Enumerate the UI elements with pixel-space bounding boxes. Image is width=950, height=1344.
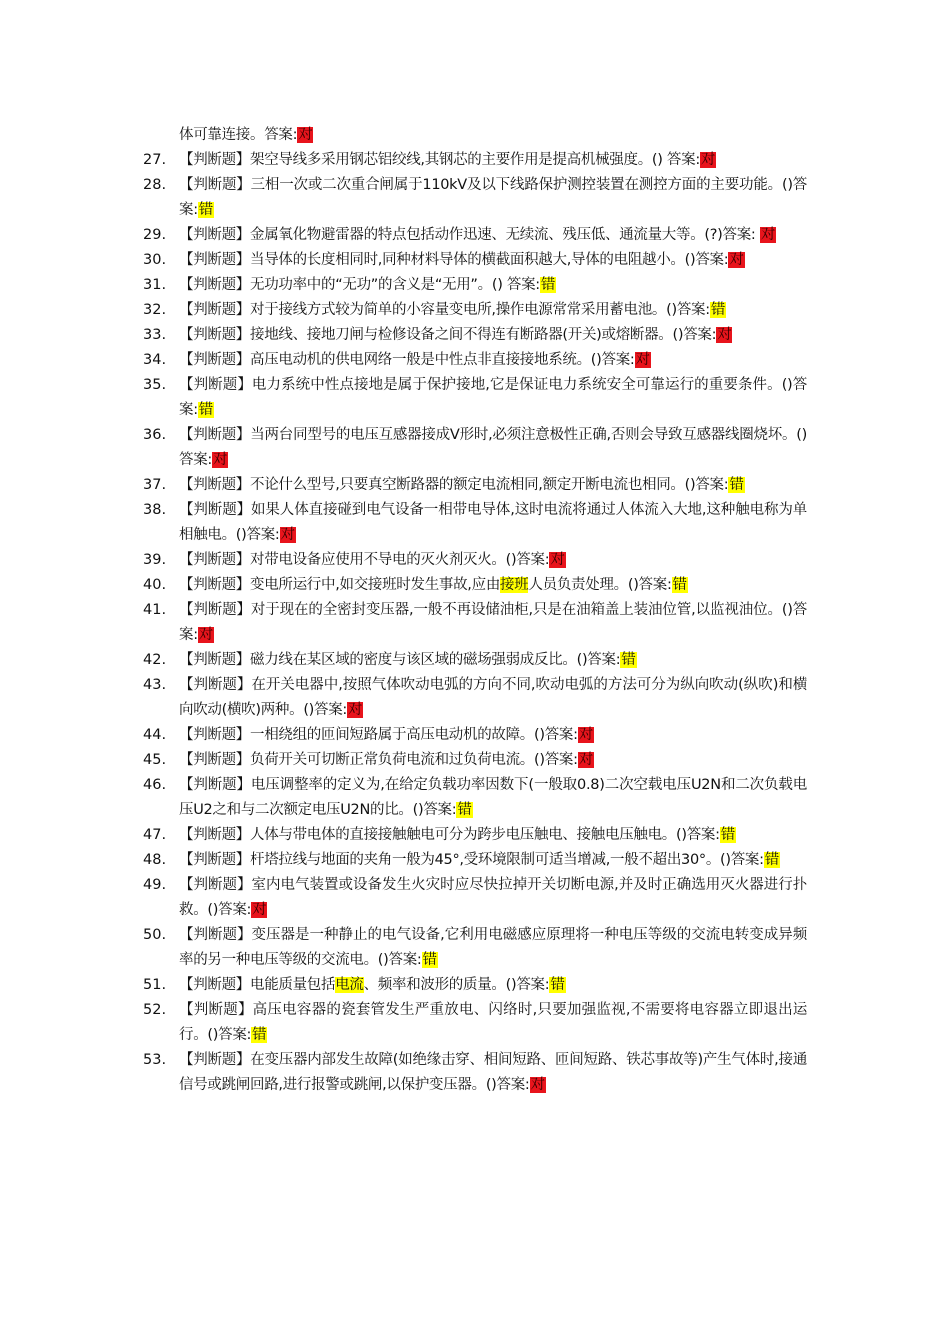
question-number: 33. [143,327,167,343]
question-text-segment: 【判断题】对于接线方式较为简单的小容量变电所,操作电源常常采用蓄电池。()答案: [179,302,710,318]
answer-badge: 错 [720,827,735,843]
question-item [0,173,950,223]
question-number: 53. [143,1052,167,1068]
question-item [0,248,950,273]
question-item [0,423,950,473]
question-text [179,173,807,223]
question-text-segment: 、频率和波形的质量。()答案: [363,977,550,993]
question-text [179,598,807,648]
question-number: 37. [143,477,167,493]
question-number: 46. [143,777,167,793]
question-text [179,548,807,573]
answer-badge: 对 [760,227,776,243]
answer-badge: 对 [550,552,565,568]
question-text-segment: 【判断题】变电所运行中,如交接班时发生事故,应由 [179,577,501,593]
question-text-segment: 【判断题】高压电容器的瓷套管发生严重放电、闪络时,只要加强监视,不需要将电容器立即退出运行。()答案: [179,1002,807,1043]
answer-badge: 错 [764,852,779,868]
question-list [0,123,950,1098]
question-number: 49. [143,877,167,893]
highlighted-text: 接班 [500,577,529,593]
answer-badge: 对 [348,702,363,718]
question-item [0,923,950,973]
question-number: 28. [143,177,167,193]
question-item [0,123,950,148]
question-text [179,123,807,148]
question-item [0,473,950,498]
question-text-segment: 【判断题】电力系统中性点接地是属于保护接地,它是保证电力系统安全可靠运行的重要条件。()答案: [179,377,807,418]
question-number: 27. [143,152,167,168]
question-text-segment: 【判断题】如果人体直接碰到电气设备一相带电导体,这时电流将通过人体流入大地,这种触电称为单相触电。()答案: [179,502,807,543]
question-number: 38. [143,502,167,518]
question-number: 36. [143,427,167,443]
answer-badge: 错 [422,952,437,968]
question-text [179,248,807,273]
question-number: 50. [143,927,167,943]
answer-badge: 对 [700,152,716,168]
question-text-segment: 【判断题】金属氧化物避雷器的特点包括动作迅速、无续流、残压低、通流量大等。(?)答案: [179,227,760,243]
question-number: 32. [143,302,167,318]
answer-badge: 错 [198,202,213,218]
question-item [0,323,950,348]
question-text [179,648,807,673]
question-number: 42. [143,652,167,668]
question-text-segment: 【判断题】三相一次或二次重合闸属于110kV及以下线路保护测控装置在测控方面的主要功能。()答案: [179,177,807,218]
answer-badge: 错 [672,577,687,593]
question-text-segment: 【判断题】对带电设备应使用不导电的灭火剂灭火。()答案: [179,552,550,568]
question-number: 47. [143,827,167,843]
answer-badge: 错 [252,1027,267,1043]
question-number: 48. [143,852,167,868]
question-item [0,973,950,998]
question-text-segment: 【判断题】在开关电器中,按照气体吹动电弧的方向不同,吹动电弧的方法可分为纵向吹动(纵吹)和横向吹动(横吹)两种。()答案: [179,677,807,718]
question-item [0,998,950,1048]
question-number: 45. [143,752,167,768]
question-number: 30. [143,252,167,268]
question-item [0,598,950,648]
question-text [179,923,807,973]
question-item [0,548,950,573]
highlighted-text: 电流 [335,977,364,993]
question-number: 52. [143,1002,167,1018]
answer-badge: 错 [729,477,744,493]
question-text-segment: 【判断题】无功功率中的“无功”的含义是“无用”。() 答案: [179,277,540,293]
question-text [179,773,807,823]
question-item [0,298,950,323]
question-text [179,873,807,923]
answer-badge: 对 [717,327,732,343]
answer-badge: 错 [621,652,636,668]
answer-badge: 对 [635,352,650,368]
question-item [0,748,950,773]
answer-badge: 对 [252,902,267,918]
question-number: 39. [143,552,167,568]
question-text [179,373,807,423]
question-text-segment: 【判断题】人体与带电体的直接接触触电可分为跨步电压触电、接触电压触电。()答案: [179,827,720,843]
answer-badge: 错 [710,302,726,318]
question-text [179,723,807,748]
question-item [0,223,950,248]
question-text [179,348,807,373]
question-item [0,348,950,373]
question-text-segment: 【判断题】磁力线在某区域的密度与该区域的磁场强弱成反比。()答案: [179,652,621,668]
answer-badge: 对 [578,752,593,768]
question-item [0,373,950,423]
question-number: 41. [143,602,167,618]
question-text [179,998,807,1048]
question-item [0,273,950,298]
question-item [0,823,950,848]
answer-badge: 对 [578,727,593,743]
question-text [179,673,807,723]
question-text [179,298,807,323]
answer-badge: 对 [213,452,228,468]
question-number: 31. [143,277,167,293]
question-number: 35. [143,377,167,393]
question-item [0,148,950,173]
question-text [179,273,807,298]
question-text-segment: 【判断题】变压器是一种静止的电气设备,它利用电磁感应原理将一种电压等级的交流电转变成异频率的另一种电压等级的交流电。()答案: [179,927,807,968]
answer-badge: 对 [530,1077,545,1093]
question-text [179,848,807,873]
question-text-segment: 【判断题】电压调整率的定义为,在给定负载功率因数下(一般取0.8)二次空载电压U2N和二次负载电压U2之和与二次额定电压U2N的比。()答案: [179,777,807,818]
question-text-segment: 【判断题】杆塔拉线与地面的夹角一般为45°,受环境限制可适当增减,一般不超出30°。()答案: [179,852,764,868]
question-text [179,748,807,773]
question-text-segment: 【判断题】架空导线多采用钢芯铝绞线,其钢芯的主要作用是提高机械强度。() 答案: [179,152,700,168]
question-text-segment: 【判断题】室内电气装置或设备发生火灾时应尽快拉掉开关切断电源,并及时正确选用灭火器进行扑救。()答案: [179,877,807,918]
question-text [179,323,807,348]
question-text [179,473,807,498]
question-number: 40. [143,577,167,593]
question-item [0,648,950,673]
question-number: 51. [143,977,167,993]
question-text [179,423,807,473]
question-number: 34. [143,352,167,368]
question-text-segment: 【判断题】对于现在的全密封变压器,一般不再设储油柜,只是在油箱盖上装油位管,以监视油位。()答案: [179,602,807,643]
question-text [179,573,807,598]
question-item [0,773,950,823]
question-text [179,498,807,548]
question-text [179,823,807,848]
answer-badge: 错 [540,277,556,293]
question-text-segment: 【判断题】在变压器内部发生故障(如绝缘击穿、相间短路、匝间短路、铁芯事故等)产生气体时,接通信号或跳闸回路,进行报警或跳闸,以保护变压器。()答案: [179,1052,807,1093]
question-text-segment: 【判断题】当导体的长度相同时,同种材料导体的横截面积越大,导体的电阻越小。()答案: [179,252,729,268]
question-text-segment: 【判断题】高压电动机的供电网络一般是中性点非直接接地系统。()答案: [179,352,635,368]
answer-badge: 对 [298,127,313,143]
question-text-segment: 【判断题】一相绕组的匝间短路属于高压电动机的故障。()答案: [179,727,578,743]
question-text [179,1048,807,1098]
answer-badge: 对 [198,627,213,643]
question-number: 29. [143,227,167,243]
question-item [0,723,950,748]
answer-badge: 错 [550,977,565,993]
question-item [0,848,950,873]
question-number: 44. [143,727,167,743]
question-text-segment: 【判断题】不论什么型号,只要真空断路器的额定电流相同,额定开断电流也相同。()答案: [179,477,729,493]
question-item [0,498,950,548]
question-text [179,973,807,998]
question-text-segment: 【判断题】当两台同型号的电压互感器接成V形时,必须注意极性正确,否则会导致互感器线圈烧坏。()答案: [179,427,807,468]
answer-badge: 对 [280,527,295,543]
question-text-segment: 【判断题】接地线、接地刀闸与检修设备之间不得连有断路器(开关)或熔断器。()答案: [179,327,717,343]
question-text-segment: 人员负责处理。()答案: [528,577,672,593]
question-text [179,223,807,248]
question-text-segment: 体可靠连接。答案: [179,127,298,143]
answer-badge: 对 [729,252,744,268]
answer-badge: 错 [457,802,472,818]
question-text [179,148,807,173]
question-text-segment: 【判断题】电能质量包括 [179,977,336,993]
question-item [0,1048,950,1098]
question-item [0,873,950,923]
answer-badge: 错 [198,402,213,418]
question-number: 43. [143,677,167,693]
question-item [0,573,950,598]
question-text-segment: 【判断题】负荷开关可切断正常负荷电流和过负荷电流。()答案: [179,752,578,768]
question-item [0,673,950,723]
